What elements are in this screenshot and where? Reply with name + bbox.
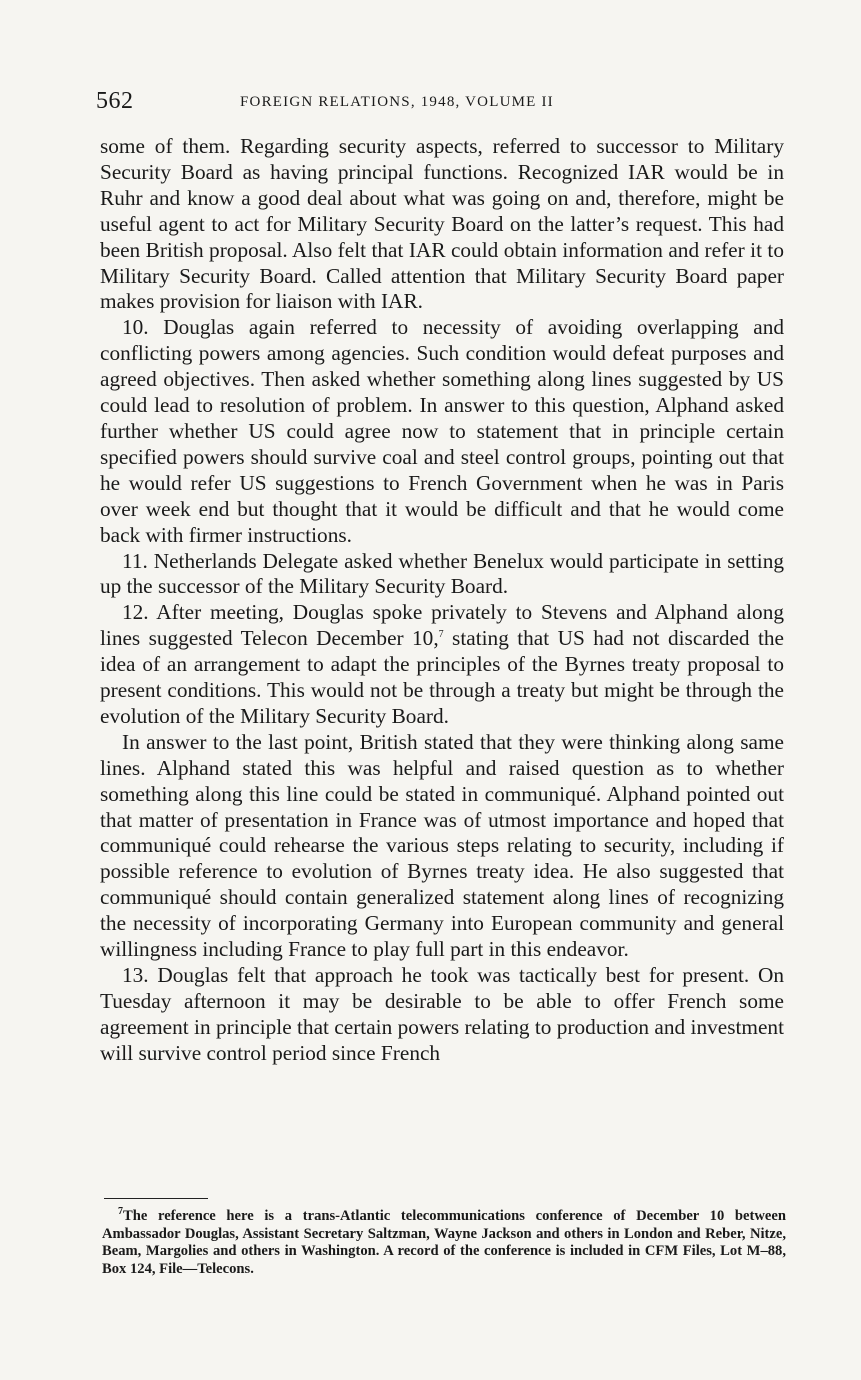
paragraph-11: 11. Netherlands Delegate asked whether Benelux would participate in setting up the successor of the Military Security Board. bbox=[100, 548, 784, 599]
paragraph-12-text-after: stating that US had not discarded the idea of an arrangement to adapt the principles of the Byrnes treaty proposal to present conditions. This would not be through a treaty but might be through the evolution of the Military Security Board. bbox=[100, 626, 784, 728]
paragraph-10: 10. Douglas again referred to necessity of avoiding overlapping and conflicting powers among agencies. Such condition would defeat purposes and agreed objectives. Then asked whether something along lines suggested by US could lead to resolution of problem. In answer to this question, Alphand asked further whether US could agree now to statement that in principle certain specified powers should survive coal and steel control groups, pointing out that he would refer US suggestions to French Government when he was in Paris over week end but thought that it would be difficult and that he would come back with firmer instructions. bbox=[100, 315, 784, 547]
paragraph-12 bbox=[100, 600, 784, 730]
body-text bbox=[100, 134, 784, 1067]
paragraph-13: 13. Douglas felt that approach he took was tactically best for present. On Tuesday afternoon it may be desirable to be able to offer French some agreement in principle that certain powers relating to production and investment will survive control period since French bbox=[100, 963, 784, 1065]
footnote-reference[interactable]: 7 bbox=[438, 629, 444, 641]
footnote-divider bbox=[104, 1198, 208, 1199]
paragraph-british-response: In answer to the last point, British stated that they were thinking along same lines. Alphand stated this was helpful and raised question as to whether something along this line could be stated in communiqué. Alphand pointed out that matter of presentation in France was of utmost importance and hoped that communiqué could rehearse the various steps relating to security, including if possible reference to evolution of Byrnes treaty idea. He also suggested that communiqué should contain generalized statement along lines of recognizing the necessity of incorporating Germany into European community and general willingness including France to play full part in this endeavor. bbox=[100, 729, 784, 962]
page-number: 562 bbox=[96, 88, 134, 114]
paragraph-12-text-before: 12. After meeting, Douglas spoke privately to Stevens and Alphand along lines suggested Telecon December 10, bbox=[100, 600, 784, 651]
page-header bbox=[96, 88, 786, 124]
footnotes bbox=[102, 1208, 786, 1278]
footnote-marker: 7 bbox=[118, 1206, 123, 1218]
paragraph-continuation: some of them. Regarding security aspects, referred to successor to Military Security Board as having principal functions. Recognized IAR would be in Ruhr and know a good deal about what was going on and, therefore, might be useful agent to act for Military Security Board on the latter’s request. This had been British proposal. Also felt that IAR could obtain information and refer it to Military Security Board. Called attention that Military Security Board paper makes provision for liaison with IAR. bbox=[100, 134, 784, 314]
footnote-7 bbox=[102, 1208, 786, 1278]
footnote-text: The reference here is a trans-Atlantic telecommunications conference of December 10 between Ambassador Douglas, Assistant Secretary Saltzman, Wayne Jackson and others in London and Reber, Nitze, Beam, Margolies and others in Washington. A record of the conference is included in CFM Files, Lot M–88, Box 124, File—Telecons. bbox=[102, 1208, 786, 1277]
running-title: FOREIGN RELATIONS, 1948, VOLUME II bbox=[240, 94, 554, 110]
